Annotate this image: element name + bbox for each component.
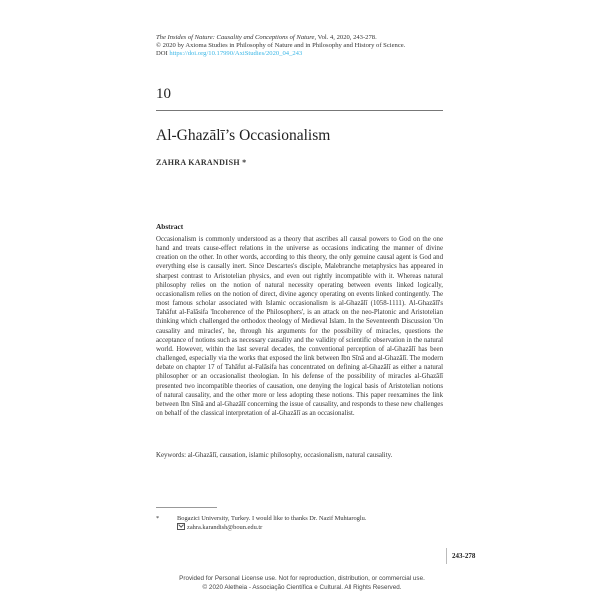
doi-label: DOI — [156, 50, 168, 57]
doi-line — [156, 50, 456, 58]
journal-volume: , Vol. 4, 2020, 243-278. — [314, 34, 377, 41]
journal-title: The Insides of Nature: Causality and Conceptions of Nature — [156, 34, 315, 41]
footnote-text — [177, 515, 366, 533]
chapter-number: 10 — [156, 86, 171, 102]
abstract-heading: Abstract — [156, 222, 184, 231]
chapter-rule — [156, 110, 443, 111]
author-email-link[interactable]: zahra.karandish@boun.edu.tr — [187, 524, 263, 532]
footnote-marker: * — [156, 515, 160, 522]
abstract-body: Occasionalism is commonly understood as a theory that ascribes all causal powers to God on the one hand and treats cause-effect relations in the universe as occasions indicating the manner of divine creation on the other. In other words, according to this theory, the only genuine causal agent is God and everything else is causally inert. Since Descartes's disciple, Malebranche metaphysics has appeared in sharpest contrast to Aristotelian physics, and even out rightly incompatible with it. Whereas natural philosophy relies on the notion of natural necessity operating between events linked logically, occasionalism relies on the notion of direct, divine agency operating on events linked contingently. The most famous scholar associated with Islamic occasionalism is al-Ghazālī (1058-1111). Al-Ghazālī's Tahāfut al-Falāsifa 'Incoherence of the Philosophers', is an attack on the neo-Platonic and Aristotelian thinking which challenged the orthodox theology of Medieval Islam. In the Seventeenth Discussion 'On causality and miracles', he, through his arguments for the possibility of miracles, questions the acceptance of notions such as necessary causality and the validity of scientific observation in the natural world. However, within the last several decades, the conventional perception of al-Ghazālī has been challenged, especially via the works that exposed the link between Ibn Sīnā and al-Ghazālī. The modern debate on chapter 17 of Tahāfut al-Falāsifa has concentrated on defining al-Ghazālī as either a natural philosopher or an occasionalist theologian. In his defense of the possibility of miracles al-Ghazālī presented two incompatible theories of causation, one denying the logical basis of Aristotelian notions of natural causality, and the other more or less adopting these notions. This paper reexamines the link between Ibn Sīnā and al-Ghazālī concerning the issue of causality, and responds to these new challenges on behalf of the classical interpretation of al-Ghazālī as an occasionalist. — [156, 236, 443, 417]
journal-header — [156, 34, 456, 58]
license-line-2: © 2020 Aletheia - Associação Científica e Cultural. All Rights Reserved. — [202, 583, 402, 591]
page-range: 243-278 — [446, 548, 475, 564]
author-name: ZAHRA KARANDISH * — [156, 158, 247, 167]
keywords: Keywords: al-Ghazālī, causation, islamic philosophy, occasionalism, natural causality. — [156, 452, 393, 459]
footnote-affiliation: Bogazici University, Turkey. I would like to thanks Dr. Nazif Muhtaroglu. — [177, 515, 367, 522]
envelope-icon — [177, 523, 185, 530]
doi-link[interactable]: https://doi.org/10.17990/AxiStudies/2020_04_243 — [169, 50, 303, 57]
license-notice — [0, 575, 600, 592]
license-line-1: Provided for Personal License use. Not for reproduction, distribution, or commercial use. — [179, 575, 425, 582]
footnote-rule — [156, 507, 217, 508]
copyright-line: © 2020 by Axioma Studies in Philosophy of Nature and in Philosophy and History of Science. — [156, 42, 406, 49]
journal-citation — [156, 34, 456, 42]
article-title: Al-Ghazālī’s Occasionalism — [156, 127, 331, 144]
